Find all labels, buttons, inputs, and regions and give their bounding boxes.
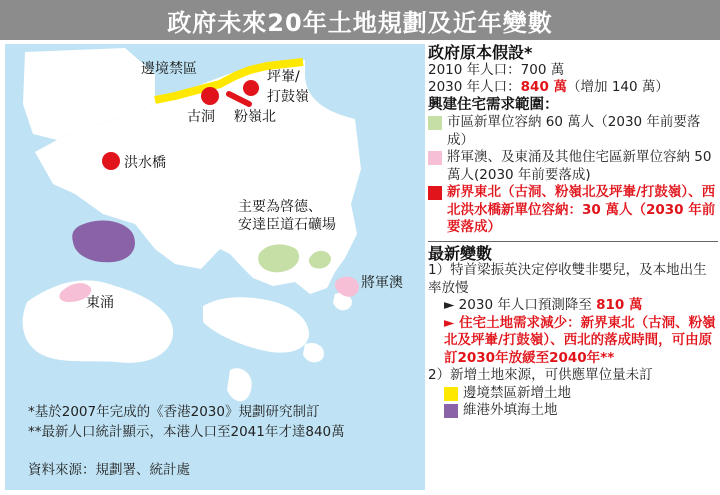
population-2030-prefix: 2030 年人口： [428, 79, 521, 95]
legend-green-text: 市區新單位容納 60 萬人（2030 年前要落成） [447, 114, 701, 148]
footnotes [28, 402, 345, 442]
yellow-swatch [444, 387, 458, 401]
kwu-tung-dot [201, 87, 219, 105]
info-panel [428, 44, 718, 420]
purple-swatch [444, 404, 458, 418]
ping-che-dot [243, 80, 259, 96]
latest-item-1b: ► 住宅土地需求減少：新界東北（古洞、粉嶺北及坪輋/打鼓嶺）、西北的落成時間，可由原訂2030年放緩至2040年** [444, 314, 716, 366]
population-2030 [428, 79, 718, 97]
legend-pink-text: 將軍澳、及東涌及其他住宅區新單位容納 50 萬人(2030 年前要落成) [447, 149, 712, 183]
latest-item-1a-prefix: ► 2030 年人口預測降至 [444, 297, 597, 313]
land-hk-island [203, 297, 309, 352]
population-2030-suffix: （增加 140 萬） [567, 79, 669, 95]
hung-shui-kiu-dot [102, 152, 120, 170]
label-kwu-tung: 古洞 [187, 109, 215, 125]
latest-item-1a [428, 297, 718, 315]
legend-pink-item [428, 149, 718, 184]
legend-red-text: 新界東北（古洞、粉嶺北及坪輋/打鼓嶺）、西北洪水橋新單位容納：30 萬人（2030 年前要落成） [447, 184, 716, 235]
label-tseung-kwan-o: 將軍澳 [361, 275, 403, 291]
label-ta-kwu-ling: 打鼓嶺 [267, 89, 309, 105]
latest-item-1: 1）特首梁振英決定停收雙非嬰兒，及本地出生率放慢 [428, 262, 707, 296]
legend-purple-text: 維港外填海土地 [463, 402, 558, 418]
legend-green-item [428, 114, 718, 149]
footnote-2: **最新人口統計顯示，本港人口至2041年才達840萬 [28, 424, 345, 440]
legend-yellow-item [428, 385, 718, 403]
label-border-area: 邊境禁區 [141, 61, 197, 77]
pink-swatch [428, 151, 442, 165]
latest-item-1a-value: 810 萬 [596, 297, 643, 313]
land-lamma [227, 368, 252, 401]
red-swatch [428, 186, 442, 200]
land-islet-1 [303, 343, 324, 362]
green-swatch [428, 116, 442, 130]
page-title: 政府未來20年土地規劃及近年變數 [0, 0, 720, 40]
purple-reclamation [72, 220, 135, 262]
label-quarry-line1: 主要為啓德、 [238, 199, 322, 215]
footnote-1: *基於2007年完成的《香港2030》規劃研究制訂 [28, 404, 320, 420]
legend-red-item [428, 184, 718, 237]
source-note: 資料來源：規劃署、統計處 [28, 462, 190, 478]
original-assumption-title: 政府原本假設* [428, 43, 533, 62]
divider [428, 241, 718, 242]
label-tung-chung: 東涌 [86, 295, 114, 311]
legend-purple-item [428, 402, 718, 420]
population-2010: 2010 年人口：700 萬 [428, 61, 565, 78]
housing-title: 興建住宅需求範圍： [428, 96, 559, 113]
population-2030-value: 840 萬 [520, 79, 568, 95]
label-hung-shui-kiu: 洪水橋 [124, 155, 166, 171]
legend-yellow-text: 邊境禁區新增土地 [463, 384, 571, 401]
label-fanling-north: 粉嶺北 [234, 109, 276, 125]
label-quarry-line2: 安達臣道石礦場 [238, 217, 336, 233]
latest-changes-title: 最新變數 [428, 243, 493, 263]
latest-item-2: 2）新增土地來源，可供應單位量未訂 [428, 367, 653, 383]
label-ping-che: 坪輋/ [267, 69, 300, 85]
